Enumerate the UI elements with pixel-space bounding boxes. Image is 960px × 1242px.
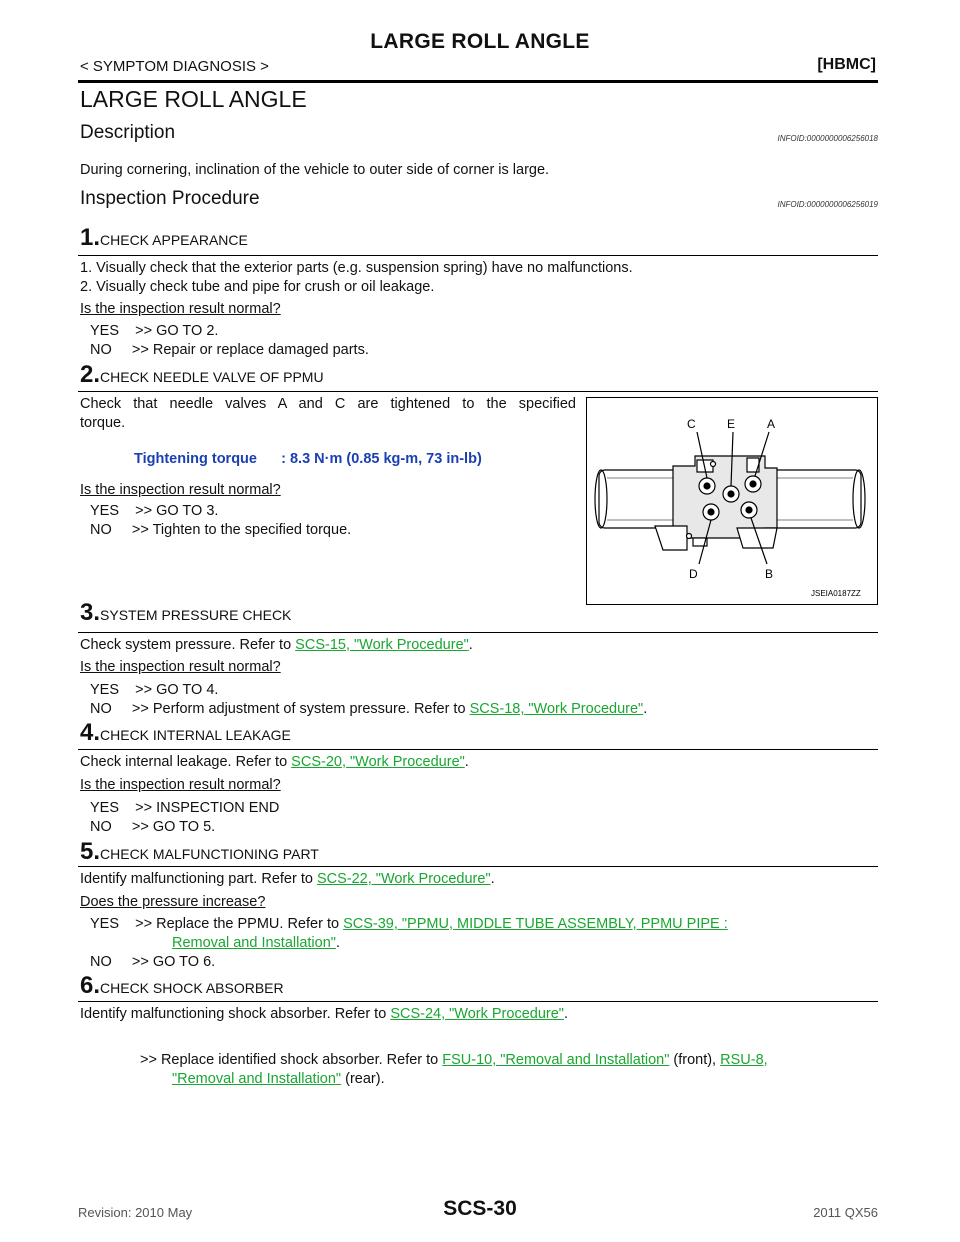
description-infoid: INFOID:0000000006256018 bbox=[777, 134, 878, 143]
step-4-rule bbox=[78, 749, 878, 750]
step-1-line-1: 1. Visually check that the exterior parts (e.g. suspension spring) have no malfunctions. bbox=[80, 260, 633, 276]
step-4-yes: YES >> INSPECTION END bbox=[90, 800, 280, 816]
footer-model: 2011 QX56 bbox=[813, 1205, 878, 1220]
link-rsu-8[interactable]: RSU-8, bbox=[720, 1052, 768, 1068]
step-5-no: NO >> GO TO 6. bbox=[90, 954, 216, 970]
step-5-yes: YES >> Replace the PPMU. Refer to SCS-39, "PPMU, MIDDLE TUBE ASSEMBLY, PPMU PIPE : bbox=[90, 916, 728, 932]
procedure-heading: Inspection Procedure bbox=[80, 188, 260, 209]
step-2-line-2: torque. bbox=[80, 415, 126, 431]
link-scs-39-cont[interactable]: Removal and Installation" bbox=[172, 935, 336, 951]
header-section: < SYMPTOM DIAGNOSIS > bbox=[80, 58, 269, 75]
header-title: LARGE ROLL ANGLE bbox=[370, 30, 590, 53]
step-2-no: NO >> Tighten to the specified torque. bbox=[90, 522, 352, 538]
link-scs-20[interactable]: SCS-20, "Work Procedure" bbox=[291, 754, 465, 770]
step-6-final-cont: "Removal and Installation" (rear). bbox=[172, 1071, 385, 1087]
right-cylinder bbox=[771, 470, 861, 528]
step-4-heading: 4.CHECK INTERNAL LEAKAGE bbox=[80, 719, 291, 746]
footer-revision: Revision: 2010 May bbox=[78, 1205, 193, 1220]
step-3-heading: 3.SYSTEM PRESSURE CHECK bbox=[80, 599, 292, 626]
step-5-yes-cont: Removal and Installation". bbox=[172, 935, 340, 951]
link-scs-24[interactable]: SCS-24, "Work Procedure" bbox=[390, 1006, 564, 1022]
link-rsu-8-cont[interactable]: "Removal and Installation" bbox=[172, 1071, 342, 1087]
step-1-rule bbox=[78, 255, 878, 256]
step-1-yes: YES >> GO TO 2. bbox=[90, 323, 219, 339]
page-title: LARGE ROLL ANGLE bbox=[80, 86, 307, 112]
step-5-question: Does the pressure increase? bbox=[80, 894, 266, 910]
link-scs-39[interactable]: SCS-39, "PPMU, MIDDLE TUBE ASSEMBLY, PPMU PIPE : bbox=[343, 916, 728, 932]
step-6-final: >> Replace identified shock absorber. Refer to FSU-10, "Removal and Installation" (front), RSU-8, bbox=[140, 1052, 768, 1068]
description-text: During cornering, inclination of the vehicle to outer side of corner is large. bbox=[80, 162, 550, 178]
step-2-rule bbox=[78, 391, 878, 392]
link-fsu-10[interactable]: FSU-10, "Removal and Installation" bbox=[442, 1052, 670, 1068]
label-d: D bbox=[689, 567, 698, 581]
step-5-heading: 5.CHECK MALFUNCTIONING PART bbox=[80, 838, 319, 865]
step-3-question: Is the inspection result normal? bbox=[80, 659, 281, 675]
step-1-question: Is the inspection result normal? bbox=[80, 301, 281, 317]
step-3-no: NO >> Perform adjustment of system pressure. Refer to SCS-18, "Work Procedure". bbox=[90, 701, 648, 717]
label-e: E bbox=[727, 417, 736, 431]
link-scs-18[interactable]: SCS-18, "Work Procedure" bbox=[469, 701, 644, 717]
label-c: C bbox=[687, 417, 696, 431]
step-5-text: Identify malfunctioning part. Refer to SCS-22, "Work Procedure". bbox=[80, 871, 495, 887]
description-heading: Description bbox=[80, 122, 176, 143]
step-4-no: NO >> GO TO 5. bbox=[90, 819, 216, 835]
ppmu-figure bbox=[586, 397, 878, 605]
step-2-line-1: Check that needle valves A and C are tightened to the specified bbox=[80, 396, 576, 412]
step-5-rule bbox=[78, 866, 878, 867]
step-2-question: Is the inspection result normal? bbox=[80, 482, 281, 498]
left-cylinder bbox=[599, 470, 679, 528]
procedure-infoid: INFOID:0000000006256019 bbox=[777, 200, 878, 209]
step-2-heading: 2.CHECK NEEDLE VALVE OF PPMU bbox=[80, 361, 324, 388]
step-2-yes: YES >> GO TO 3. bbox=[90, 503, 219, 519]
link-scs-15[interactable]: SCS-15, "Work Procedure" bbox=[295, 637, 469, 653]
step-1-line-2: 2. Visually check tube and pipe for crush or oil leakage. bbox=[80, 279, 435, 295]
step-3-yes: YES >> GO TO 4. bbox=[90, 682, 219, 698]
label-a: A bbox=[767, 417, 776, 431]
step-4-question: Is the inspection result normal? bbox=[80, 777, 281, 793]
step-6-rule bbox=[78, 1001, 878, 1002]
footer-page-number: SCS-30 bbox=[443, 1197, 517, 1220]
step-6-text: Identify malfunctioning shock absorber. Refer to SCS-24, "Work Procedure". bbox=[80, 1006, 568, 1022]
ppmu-illustration bbox=[587, 398, 877, 604]
step-3-rule bbox=[78, 632, 878, 633]
step-1-heading: 1.CHECK APPEARANCE bbox=[80, 224, 248, 251]
header-code: [HBMC] bbox=[817, 56, 876, 73]
header-rule bbox=[78, 80, 878, 83]
link-scs-22[interactable]: SCS-22, "Work Procedure" bbox=[316, 871, 491, 887]
tightening-torque: Tightening torque : 8.3 N·m (0.85 kg-m, 73 in-lb) bbox=[134, 451, 482, 467]
step-4-text: Check internal leakage. Refer to SCS-20, "Work Procedure". bbox=[80, 754, 469, 770]
label-b: B bbox=[765, 567, 774, 581]
step-6-heading: 6.CHECK SHOCK ABSORBER bbox=[80, 972, 284, 999]
figure-id: JSEIA0187ZZ bbox=[811, 589, 861, 598]
step-1-no: NO >> Repair or replace damaged parts. bbox=[90, 342, 369, 358]
step-3-text: Check system pressure. Refer to SCS-15, "Work Procedure". bbox=[80, 637, 473, 653]
